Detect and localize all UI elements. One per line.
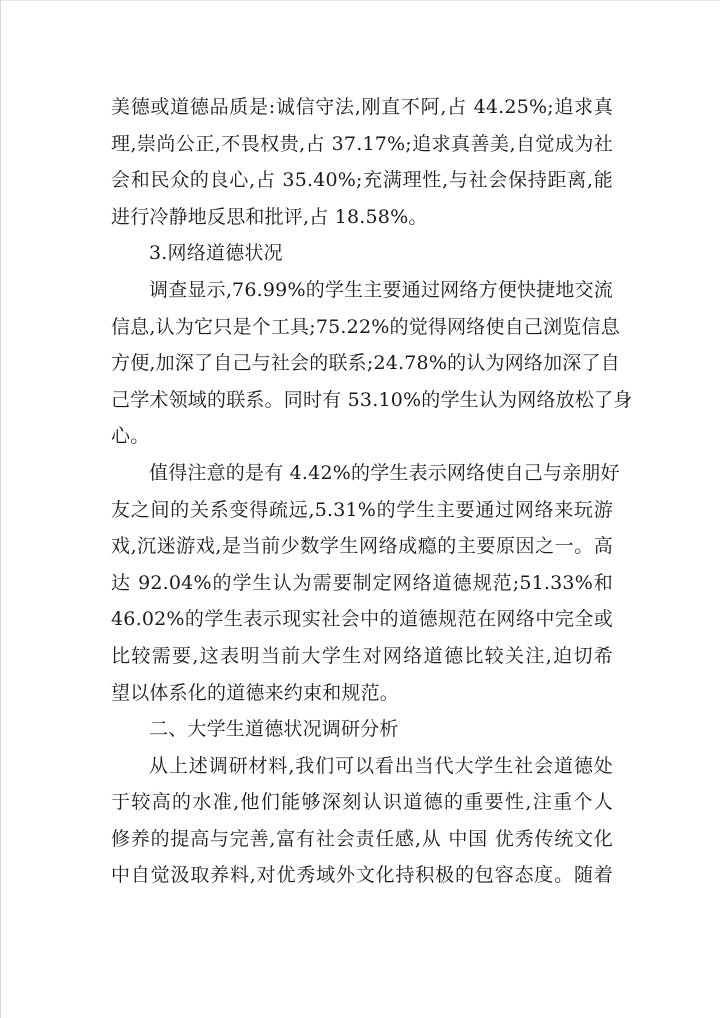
paragraph-line: 心。 bbox=[111, 425, 150, 448]
paragraph-line: 进行冷静地反思和批评,占 18.58%。 bbox=[111, 205, 428, 228]
paragraph-line: 己学术领域的联系。同时有 53.10%的学生认为网络放松了身 bbox=[111, 388, 633, 411]
section-heading: 二、大学生道德状况调研分析 bbox=[149, 718, 399, 741]
paragraph-line: 理,崇尚公正,不畏权贵,占 37.17%;追求真善美,自觉成为社 bbox=[111, 132, 613, 155]
paragraph-line: 达 92.04%的学生认为需要制定网络道德规范;51.33%和 bbox=[111, 571, 613, 594]
paragraph-line: 友之间的关系变得疏远,5.31%的学生主要通过网络来玩游 bbox=[111, 498, 613, 521]
paragraph-line: 修养的提高与完善,富有社会责任感,从 中国 优秀传统文化 bbox=[111, 827, 613, 850]
paragraph-line: 从上述调研材料,我们可以看出当代大学生社会道德处 bbox=[149, 754, 613, 777]
paragraph-line: 于较高的水准,他们能够深刻认识道德的重要性,注重个人 bbox=[111, 791, 613, 814]
paragraph-line: 望以体系化的道德来约束和规范。 bbox=[111, 681, 400, 704]
document-body bbox=[111, 89, 633, 894]
paragraph-line: 信息,认为它只是个工具;75.22%的觉得网络使自己浏览信息 bbox=[111, 315, 620, 338]
paragraph-line: 值得注意的是有 4.42%的学生表示网络使自己与亲朋好 bbox=[149, 461, 620, 484]
paragraph-line: 方便,加深了自己与社会的联系;24.78%的认为网络加深了自 bbox=[111, 352, 620, 375]
paragraph-line: 美德或道德品质是:诚信守法,刚直不阿,占 44.25%;追求真 bbox=[111, 96, 613, 118]
paragraph-line: 戏,沉迷游戏,是当前少数学生网络成瘾的主要原因之一。高 bbox=[111, 535, 613, 558]
paragraph-line: 会和民众的良心,占 35.40%;充满理性,与社会保持距离,能 bbox=[111, 169, 613, 192]
paragraph-line: 中自觉汲取养料,对优秀域外文化持积极的包容态度。随着 bbox=[111, 864, 613, 887]
paragraph-line: 调查显示,76.99%的学生主要通过网络方便快捷地交流 bbox=[149, 278, 613, 301]
paragraph-line: 比较需要,这表明当前大学生对网络道德比较关注,迫切希 bbox=[111, 644, 613, 667]
section-heading: 3.网络道德状况 bbox=[149, 242, 283, 265]
paragraph-line: 46.02%的学生表示现实社会中的道德规范在网络中完全或 bbox=[111, 608, 613, 631]
